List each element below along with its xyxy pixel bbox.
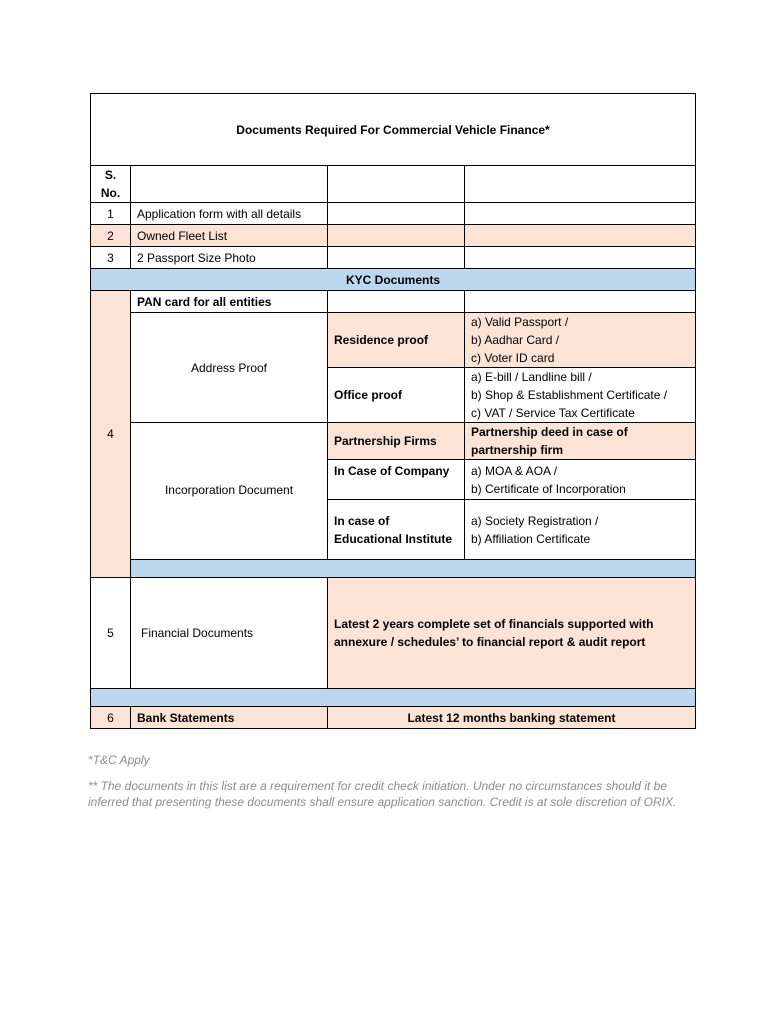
doc-line: b) Shop & Establishment Certificate / xyxy=(471,388,668,402)
company-label: In Case of Company xyxy=(328,460,465,500)
doc-line: a) Valid Passport / xyxy=(471,315,569,329)
row-sno: 3 xyxy=(91,247,131,269)
educational-institute-label xyxy=(328,500,465,560)
residence-proof-docs xyxy=(465,313,696,368)
company-docs xyxy=(465,460,696,500)
address-proof-label: Address Proof xyxy=(131,313,328,423)
bank-statements-label: Bank Statements xyxy=(131,707,328,729)
text-line: annexure / schedules’ to financial report & audit report xyxy=(334,635,646,649)
empty-cell xyxy=(328,203,465,225)
doc-line: b) Affiliation Certificate xyxy=(471,531,591,546)
doc-line: Partnership deed in case of xyxy=(471,425,628,439)
kyc-sno: 4 xyxy=(91,291,131,578)
empty-cell xyxy=(328,247,465,269)
educational-institute-docs xyxy=(465,500,696,560)
header-empty-cell xyxy=(465,166,696,203)
kyc-section-header: KYC Documents xyxy=(91,269,696,291)
row-sno: 1 xyxy=(91,203,131,225)
sno-header: S. No. xyxy=(91,166,131,203)
row-label: Owned Fleet List xyxy=(131,225,328,247)
doc-line: a) Society Registration / xyxy=(471,513,599,528)
financial-sno: 5 xyxy=(91,578,131,689)
incorporation-document-label: Incorporation Document xyxy=(131,423,328,560)
residence-proof-label: Residence proof xyxy=(328,313,465,368)
empty-cell xyxy=(465,291,696,313)
header-empty-cell xyxy=(131,166,328,203)
empty-cell xyxy=(328,225,465,247)
office-proof-label: Office proof xyxy=(328,368,465,423)
doc-line: partnership firm xyxy=(471,443,564,457)
text-line: Latest 2 years complete set of financials supported with xyxy=(334,617,654,631)
office-proof-docs xyxy=(465,368,696,423)
bank-statements-text: Latest 12 months banking statement xyxy=(328,707,696,729)
section-divider xyxy=(91,689,696,707)
doc-line: a) E-bill / Landline bill / xyxy=(471,370,592,384)
partnership-firms-label: Partnership Firms xyxy=(328,423,465,460)
label-line: In case of xyxy=(334,513,390,528)
empty-cell xyxy=(465,203,696,225)
doc-line: a) MOA & AOA / xyxy=(471,464,558,478)
empty-cell xyxy=(465,247,696,269)
documents-table xyxy=(90,93,696,729)
empty-cell xyxy=(328,291,465,313)
empty-cell xyxy=(465,225,696,247)
label-line: Educational Institute xyxy=(334,531,453,546)
row-sno: 2 xyxy=(91,225,131,247)
doc-line: b) Aadhar Card / xyxy=(471,333,560,347)
disclaimer-note: ** The documents in this list are a requirement for credit check initiation. Under no circumstances should it be inferred that presenting these documents shall ensure application sanction. Credit is at sole discretion of ORIX. xyxy=(88,779,677,809)
financial-documents-label: Financial Documents xyxy=(131,578,328,689)
tc-note: *T&C Apply xyxy=(88,753,150,767)
footnotes xyxy=(88,752,708,820)
doc-line: c) VAT / Service Tax Certificate xyxy=(471,406,635,420)
doc-line: c) Voter ID card xyxy=(471,351,555,365)
page-title: Documents Required For Commercial Vehicle Finance* xyxy=(91,94,696,166)
row-label: Application form with all details xyxy=(131,203,328,225)
header-empty-cell xyxy=(328,166,465,203)
partnership-firms-docs xyxy=(465,423,696,460)
bank-sno: 6 xyxy=(91,707,131,729)
section-divider xyxy=(131,560,696,578)
doc-line: b) Certificate of Incorporation xyxy=(471,482,626,496)
financial-documents-text xyxy=(328,578,696,689)
row-label: 2 Passport Size Photo xyxy=(131,247,328,269)
pan-card-label: PAN card for all entities xyxy=(131,291,328,313)
